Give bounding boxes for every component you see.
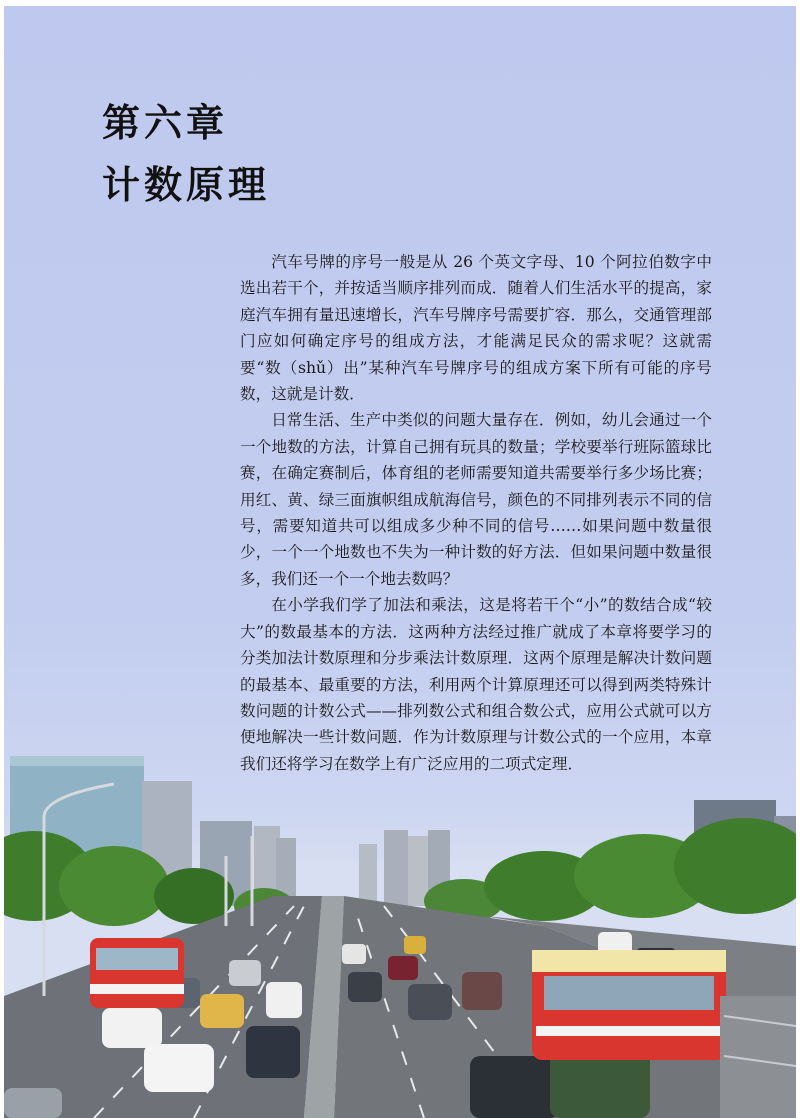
chapter-title: 计数原理 [102,163,271,207]
chapter-heading [102,92,270,216]
page [4,6,796,1118]
intro-text [240,249,712,777]
chapter-number: 第六章 [102,101,229,145]
intro-paragraph-2: 日常生活、生产中类似的问题大量存在．例如，幼儿会通过一个一个地数的方法，计算自己拥有玩具的数量；学校要举行班际篮球比赛，在确定赛制后，体育组的老师需要知道共需要举行多少场比赛；用红、黄、绿三面旗帜组成航海信号，颜色的不同排列表示不同的信号，需要知道共可以组成多少种不同的信号……如果问题中数量很少，一个一个地数也不失为一种计数的好方法．但如果问题中数量很多，我们还一个一个地去数吗？ [240,411,712,588]
intro-paragraph-1: 汽车号牌的序号一般是从 26 个英文字母、10 个阿拉伯数字中选出若干个，并按适当顺序排列而成．随着人们生活水平的提高，家庭汽车拥有量迅速增长，汽车号牌序号需要扩容．那么，交通管理部门应如何确定序号的组成方法，才能满足民众的需求呢？这就需要“数（shǔ）出”某种汽车号牌序号的组成方案下所有可能的序号数，这就是计数． [240,253,712,404]
city-traffic-photo [4,726,796,1118]
intro-paragraph-3: 在小学我们学了加法和乘法，这是将若干个“小”的数结合成“较大”的数最基本的方法．这两种方法经过推广就成了本章将要学习的分类加法计数原理和分步乘法计数原理．这两个原理是解决计数问题的最基本、最重要的方法，利用两个计算原理还可以得到两类特殊计数问题的计数公式——排列数公式和组合数公式，应用公式就可以方便地解决一些计数问题．作为计数原理与计数公式的一个应用，本章我们还将学习在数学上有广泛应用的二项式定理． [240,596,712,773]
